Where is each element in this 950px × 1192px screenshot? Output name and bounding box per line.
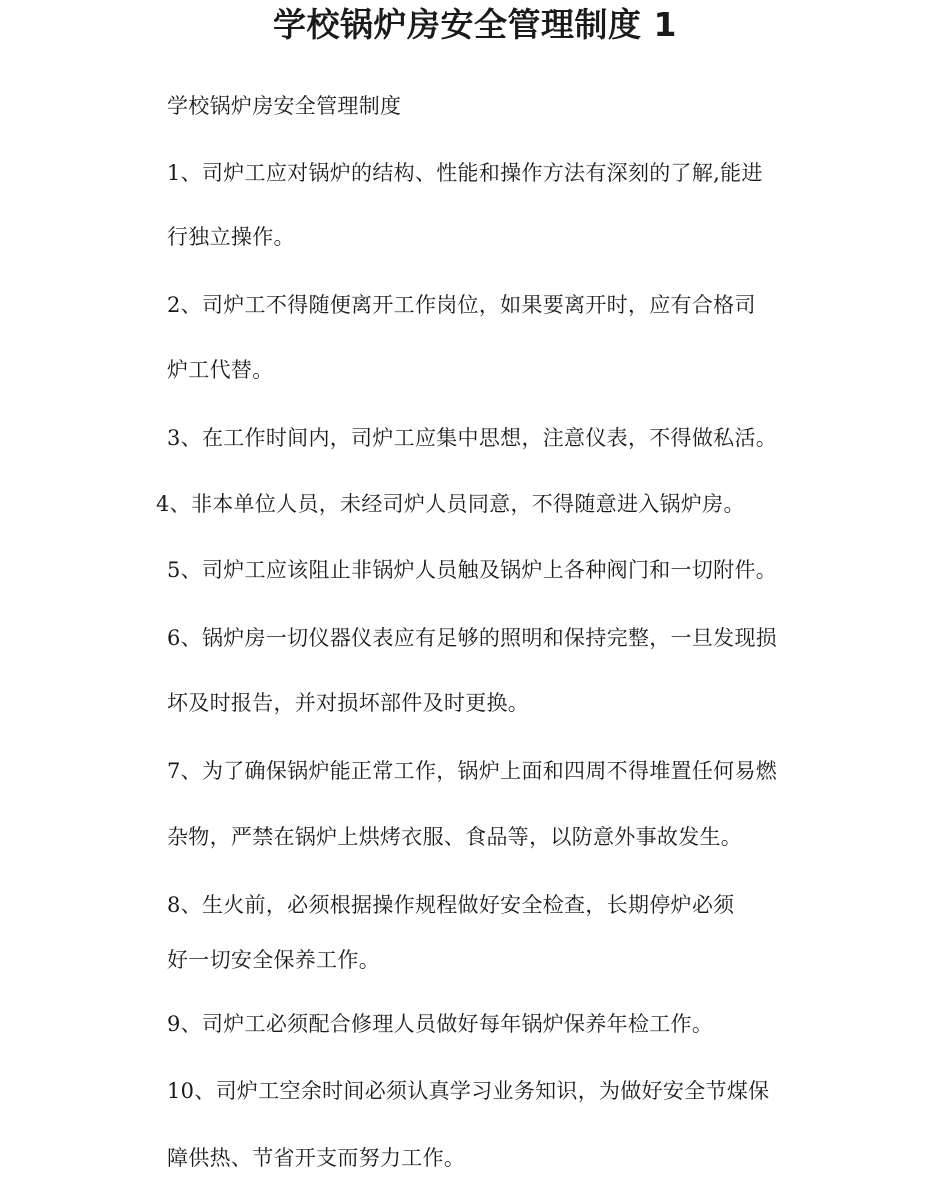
rule-7-line-2: 杂物，严禁在锅炉上烘烤衣服、食品等，以防意外事故发生。 <box>167 825 743 849</box>
rule-1-line-2: 行独立操作。 <box>167 225 295 249</box>
document-title: 学校锅炉房安全管理制度 1 <box>273 5 677 44</box>
rule-8-line-1: 8、生火前，必须根据操作规程做好安全检查，长期停炉必须 <box>167 893 735 917</box>
rule-8-line-2: 好一切安全保养工作。 <box>167 948 380 972</box>
rule-10-line-2: 障供热、节省开支而努力工作。 <box>167 1146 466 1170</box>
rule-6-line-1: 6、锅炉房一切仪器仪表应有足够的照明和保持完整，一旦发现损 <box>167 626 778 650</box>
rule-4-line-1: 4、非本单位人员，未经司炉人员同意，不得随意进入锅炉房。 <box>156 492 745 516</box>
rule-7-line-1: 7、为了确保锅炉能正常工作，锅炉上面和四周不得堆置任何易燃 <box>167 759 778 783</box>
rule-2-line-1: 2、司炉工不得随便离开工作岗位，如果要离开时，应有合格司 <box>167 293 756 317</box>
rule-9-line-1: 9、司炉工必须配合修理人员做好每年锅炉保养年检工作。 <box>167 1012 714 1036</box>
rule-10-line-1: 10、司炉工空余时间必须认真学习业务知识，为做好安全节煤保 <box>167 1079 770 1103</box>
rule-3-line-1: 3、在工作时间内，司炉工应集中思想，注意仪表，不得做私活。 <box>167 426 778 450</box>
rule-1-line-1: 1、司炉工应对锅炉的结构、性能和操作方法有深刻的了解,能进 <box>167 161 763 185</box>
rule-5-line-1: 5、司炉工应该阻止非锅炉人员触及锅炉上各种阀门和一切附件。 <box>167 558 778 582</box>
document-subtitle: 学校锅炉房安全管理制度 <box>167 94 402 118</box>
rule-6-line-2: 坏及时报告，并对损坏部件及时更换。 <box>167 691 530 715</box>
rule-2-line-2: 炉工代替。 <box>167 358 274 382</box>
